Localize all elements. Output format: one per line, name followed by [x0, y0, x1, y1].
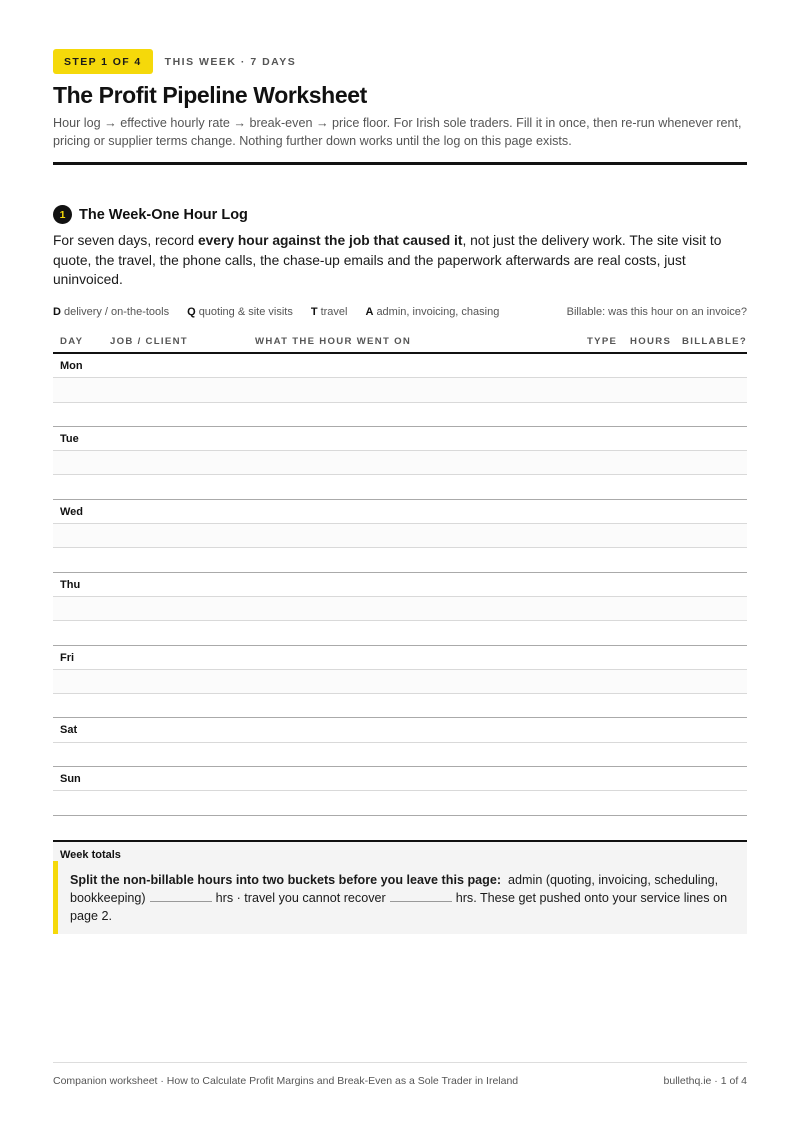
- callout-tail-text: hrs. These get pushed onto your service lines on page 2.: [70, 891, 728, 923]
- step-badge: STEP 1 OF 4: [53, 49, 153, 74]
- table-row[interactable]: [53, 403, 747, 427]
- split-buckets-callout: [53, 861, 747, 934]
- day-label: Thu: [60, 578, 81, 591]
- col-hours: HOURS: [630, 336, 672, 347]
- worksheet-page: [53, 0, 747, 1131]
- col-type: TYPE: [587, 336, 618, 347]
- lead-post: , not just the delivery work. The site visit to quote, the travel, the phone calls, the chase-up emails and the paperwork afterwards are real costs, just uninvoiced.: [53, 233, 722, 288]
- table-row[interactable]: [53, 767, 747, 791]
- table-row[interactable]: [53, 573, 747, 597]
- header-meta: [53, 49, 296, 74]
- table-row[interactable]: [53, 694, 747, 718]
- col-job: JOB / CLIENT: [110, 336, 188, 347]
- legend-item-quoting: [187, 306, 293, 318]
- section-heading: [53, 205, 248, 224]
- table-row[interactable]: [53, 718, 747, 742]
- table-row[interactable]: [53, 500, 747, 524]
- table-row[interactable]: [53, 646, 747, 670]
- table-row[interactable]: [53, 548, 747, 572]
- legend-item-travel: [311, 306, 348, 318]
- legend-item-admin: [365, 306, 499, 318]
- legend-label: admin, invoicing, chasing: [376, 306, 500, 318]
- lead-bold: every hour against the job that caused it: [197, 233, 463, 248]
- day-label: Wed: [60, 505, 84, 518]
- legend-code: Q: [187, 306, 196, 318]
- table-row[interactable]: [53, 791, 747, 815]
- footer-divider: [53, 1062, 747, 1063]
- page-title: The Profit Pipeline Worksheet: [53, 82, 367, 108]
- header-divider: [53, 162, 747, 165]
- table-row[interactable]: [53, 378, 747, 402]
- admin-hours-blank[interactable]: [150, 891, 212, 902]
- lead-pre: For seven days, record: [53, 233, 198, 248]
- week-label: THIS WEEK · 7 DAYS: [164, 55, 297, 68]
- col-billable: BILLABLE?: [682, 336, 747, 347]
- legend-label: delivery / on-the-tools: [63, 306, 170, 318]
- day-label: Tue: [60, 432, 79, 445]
- legend-code: T: [310, 306, 318, 318]
- day-label: Sun: [60, 773, 81, 786]
- type-legend: [53, 306, 747, 318]
- legend-item-delivery: [53, 306, 169, 318]
- table-row[interactable]: [53, 451, 747, 475]
- legend-label: travel: [320, 306, 348, 318]
- table-row[interactable]: [53, 524, 747, 548]
- travel-hours-blank[interactable]: [390, 891, 452, 902]
- table-row[interactable]: [53, 354, 747, 378]
- day-label: Sat: [60, 724, 78, 737]
- day-label: Mon: [60, 360, 83, 372]
- section-lead: [53, 231, 747, 290]
- footer-source: Companion worksheet · How to Calculate Profit Margins and Break-Even as a Sole Trader in Ireland: [53, 1075, 519, 1087]
- section-title: The Week-One Hour Log: [79, 206, 248, 223]
- legend-label: quoting & site visits: [198, 306, 293, 318]
- table-row[interactable]: [53, 475, 747, 499]
- callout-admin-text: admin (quoting, invoicing, scheduling, bookkeeping): [70, 873, 719, 905]
- callout-travel-text: hrs · travel you cannot recover: [215, 891, 386, 905]
- footer-page-number: bullethq.ie · 1 of 4: [663, 1075, 747, 1087]
- callout-heading: Split the non-billable hours into two buckets before you leave this page:: [70, 873, 502, 887]
- col-what: WHAT THE HOUR WENT ON: [255, 336, 412, 347]
- totals-label: Week totals: [60, 848, 121, 861]
- table-row[interactable]: [53, 597, 747, 621]
- section-number: 1: [53, 205, 72, 224]
- legend-code: A: [365, 306, 374, 318]
- legend-code: D: [53, 306, 61, 318]
- table-row[interactable]: [53, 427, 747, 451]
- table-row[interactable]: [53, 743, 747, 767]
- day-label: Fri: [60, 651, 75, 664]
- table-row[interactable]: [53, 621, 747, 645]
- table-row[interactable]: [53, 670, 747, 694]
- table-header: [53, 332, 747, 354]
- billable-note: Billable: was this hour on an invoice?: [566, 306, 747, 318]
- intro-text: Hour log → effective hourly rate → break-even → price floor. For Irish sole traders. Fill it in once, then re-run whenever rent, pricing or supplier terms change. Nothing further down works until the log on this page exists.: [53, 116, 742, 148]
- hour-log-table: [53, 332, 747, 867]
- col-day: DAY: [60, 336, 84, 347]
